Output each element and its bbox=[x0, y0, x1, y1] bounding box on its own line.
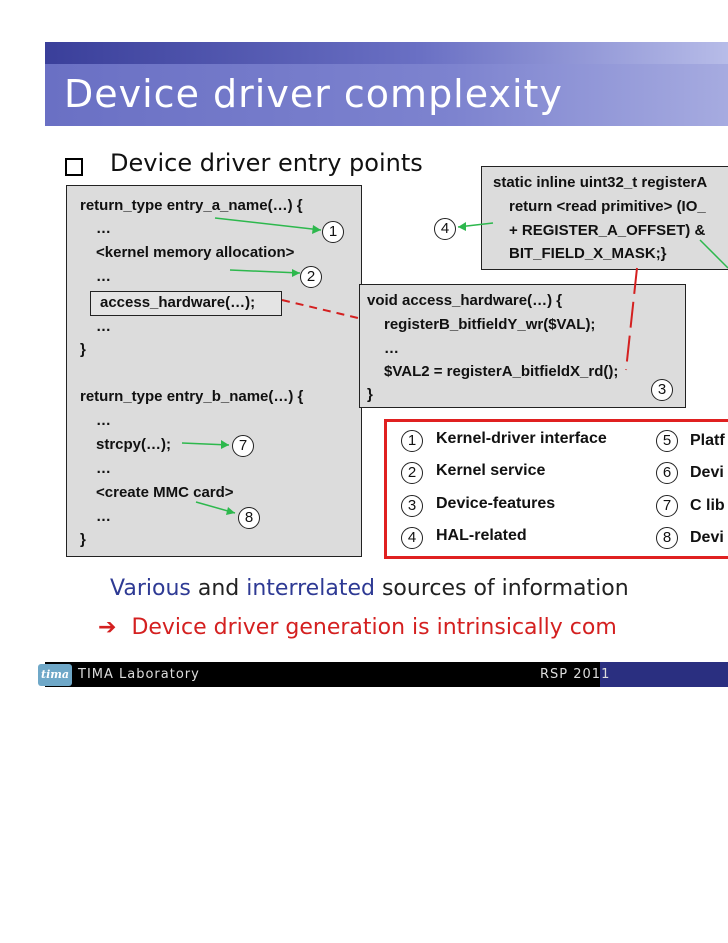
legend-label: Platf bbox=[690, 432, 725, 449]
right-arrow-icon: ➔ bbox=[98, 615, 117, 640]
marker-7: 7 bbox=[232, 435, 254, 457]
footer-lab: TIMA Laboratory bbox=[78, 667, 200, 682]
marker-3: 3 bbox=[651, 379, 673, 401]
tima-logo: tima bbox=[38, 664, 72, 686]
link-line bbox=[626, 268, 637, 370]
legend-marker: 6 bbox=[656, 462, 678, 484]
code-line: … bbox=[96, 220, 111, 237]
legend-label: C lib bbox=[690, 497, 725, 514]
code-line: } bbox=[80, 341, 86, 358]
arrow-head bbox=[292, 269, 300, 277]
conclusion-text: Device driver generation is intrinsically com bbox=[131, 615, 617, 640]
legend-label: Kernel-driver interface bbox=[436, 430, 607, 447]
code-line: … bbox=[96, 412, 111, 429]
legend-marker: 1 bbox=[401, 430, 423, 452]
code-line: … bbox=[96, 268, 111, 285]
legend-marker: 5 bbox=[656, 430, 678, 452]
legend-marker: 8 bbox=[656, 527, 678, 549]
summary-interrelated: interrelated bbox=[246, 576, 375, 601]
arrow-head bbox=[226, 507, 235, 515]
legend-label: HAL-related bbox=[436, 527, 527, 544]
code-line: … bbox=[96, 318, 111, 335]
code-line: void access_hardware(…) { bbox=[367, 292, 563, 309]
code-line: … bbox=[384, 340, 399, 357]
marker-2: 2 bbox=[300, 266, 322, 288]
code-line: + REGISTER_A_OFFSET) & bbox=[509, 222, 706, 239]
pointer-arrow bbox=[230, 270, 300, 273]
code-line: <create MMC card> bbox=[96, 484, 234, 501]
code-line: return_type entry_b_name(…) { bbox=[80, 388, 304, 405]
summary-rest: sources of information bbox=[381, 576, 629, 601]
pointer-arrow bbox=[215, 218, 321, 230]
bullet-heading: Device driver entry points bbox=[110, 149, 423, 177]
code-line: access_hardware(…); bbox=[100, 294, 256, 311]
code-line: $VAL2 = registerA_bitfieldX_rd(); bbox=[384, 363, 619, 380]
legend-marker: 4 bbox=[401, 527, 423, 549]
code-line: <kernel memory allocation> bbox=[96, 244, 295, 261]
code-line: return_type entry_a_name(…) { bbox=[80, 197, 303, 214]
code-line: } bbox=[367, 386, 373, 403]
legend-marker: 3 bbox=[401, 495, 423, 517]
link-line bbox=[700, 240, 728, 268]
conclusion-line bbox=[98, 615, 617, 640]
code-line: registerB_bitfieldY_wr($VAL); bbox=[384, 316, 596, 333]
marker-1: 1 bbox=[322, 221, 344, 243]
summary-various: Various bbox=[110, 576, 191, 601]
code-line: strcpy(…); bbox=[96, 436, 172, 453]
footer-conference: RSP 2011 bbox=[540, 667, 611, 682]
legend-label: Devi bbox=[690, 529, 724, 546]
legend-marker: 2 bbox=[401, 462, 423, 484]
summary-line bbox=[110, 576, 629, 601]
legend-marker: 7 bbox=[656, 495, 678, 517]
code-line: static inline uint32_t registerA bbox=[493, 174, 708, 191]
code-line: return <read primitive> (IO_ bbox=[509, 198, 706, 215]
slide-title: Device driver complexity bbox=[64, 72, 563, 116]
arrow-head bbox=[221, 440, 229, 449]
code-line: BIT_FIELD_X_MASK;} bbox=[509, 245, 667, 262]
footer-accent bbox=[600, 662, 728, 687]
link-line bbox=[282, 300, 358, 318]
legend-label: Devi bbox=[690, 464, 724, 481]
summary-and: and bbox=[197, 576, 240, 601]
code-line: … bbox=[96, 460, 111, 477]
marker-8: 8 bbox=[238, 507, 260, 529]
legend-label: Device-features bbox=[436, 495, 556, 512]
code-line: … bbox=[96, 508, 111, 525]
code-line: } bbox=[80, 531, 86, 548]
legend-label: Kernel service bbox=[436, 462, 546, 479]
arrow-head bbox=[458, 222, 466, 231]
marker-4: 4 bbox=[434, 218, 456, 240]
arrow-head bbox=[312, 225, 321, 234]
